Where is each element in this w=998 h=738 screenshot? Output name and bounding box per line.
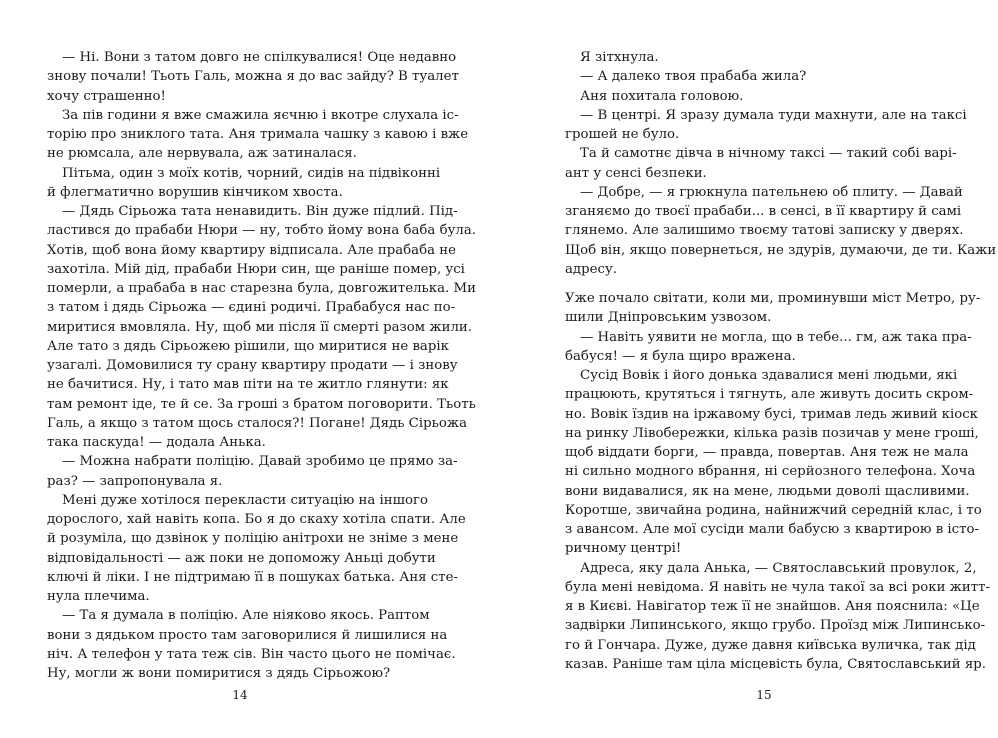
text-line: миритися вмовляла. Ну, щоб ми після її смерті разом жили. <box>47 319 473 335</box>
text-line: не рюмсала, але нервувала, аж затиналася. <box>47 146 357 162</box>
text-line: — Можна набрати поліцію. Давай зробимо це прямо за- <box>62 454 458 470</box>
text-line: ант у сенсі безпеки. <box>565 165 707 181</box>
text-line: там ремонт іде, те й се. За гроші з братом поговорити. Тьоть <box>47 396 476 412</box>
text-line: Та й самотнє дівча в нічному таксі — такий собі варі- <box>580 146 957 162</box>
text-line: Ну, могли ж вони помиритися з дядь Сірьожою? <box>47 666 391 681</box>
text-line: — Дядь Сірьожа тата ненавидить. Він дуже підлий. Під- <box>62 204 458 219</box>
text-line: — Та я думала в поліцію. Але ніяково якось. Раптом <box>62 608 430 624</box>
text-line: знову почали! Тьоть Галь, можна я до вас зайду? В туалет <box>47 69 459 85</box>
text-line: Адреса, яку дала Анька, — Святославський провулок, 2, <box>580 560 977 576</box>
section-gap <box>565 279 964 289</box>
text-line: шили Дніпровським узвозом. <box>565 310 772 326</box>
text-line: Хотів, щоб вона йому квартиру відписала. Але прабаба не <box>47 242 456 258</box>
right-page-text <box>565 48 997 674</box>
text-line: дорослого, хай навіть копа. Бо я до скаху хотіла спати. Але <box>47 512 466 527</box>
text-line: померли, а прабаба в нас старезна була, довгожителька. Ми <box>47 281 476 296</box>
text-line: — В центрі. Я зразу думала туди махнути, але на таксі <box>580 107 967 123</box>
text-line: Пітьма, один з моїх котів, чорний, сидів на підвіконні <box>62 165 441 181</box>
text-line: Я зітхнула. <box>580 50 659 65</box>
text-line: — А далеко твоя прабаба жила? <box>580 69 807 85</box>
left-page-text <box>47 48 477 683</box>
text-line: ні сильно модного вбрання, ні серйозного телефона. Хоча <box>565 464 976 480</box>
text-line: но. Вовік їздив на іржавому бусі, тримав ледь живий кіоск <box>565 406 978 422</box>
text-line: ластився до прабаби Нюри — ну, тобто йому вона баба була. <box>47 223 477 239</box>
text-line: узагалі. Домовилися ту срану квартиру продати — і знову <box>47 358 458 373</box>
text-line: го й Гончара. Дуже, дуже давня київська вуличка, так дід <box>565 637 976 653</box>
text-line: з авансом. Але мої сусіди мали бабусю з квартирою в істо- <box>565 522 979 537</box>
text-line: на ринку Лівобережки, кілька разів позичав у мене гроші, <box>565 425 979 441</box>
text-line: була мені невідома. Я навіть не чула такої за всі роки житт- <box>565 579 990 595</box>
text-line: ключі й ліки. І не підтримаю її в пошуках батька. Аня сте- <box>47 569 458 585</box>
left-page-number: 14 <box>232 688 248 702</box>
text-line: вони видавалися, як на мене, людьми доволі щасливими. <box>565 483 970 499</box>
right-page-number: 15 <box>756 688 772 702</box>
text-line: За пів години я вже смажила яєчню і вкотре слухала іс- <box>62 107 459 123</box>
text-line: грошей не було. <box>565 127 680 142</box>
text-line: Але тато з дядь Сірьожею рішили, що миритися не варік <box>47 338 449 354</box>
text-line: — Ні. Вони з татом довго не спілкувалися! Оце недавно <box>62 50 457 65</box>
text-line: й розуміла, що дзвінок у поліцію анітрохи не зніме з мене <box>47 531 459 547</box>
text-line: Сусід Вовік і його донька здавалися мені людьми, які <box>580 368 958 383</box>
text-line: казав. Раніше там ціла місцевість була, Святославський яр. <box>565 656 986 672</box>
text-line: вони з дядьком просто там заговорилися й лишилися на <box>47 627 448 643</box>
text-line: відповідальності — аж поки не допоможу Аньці добути <box>47 550 436 566</box>
text-line: хочу страшенно! <box>47 88 166 104</box>
right-page <box>499 0 998 738</box>
text-line: зганяємо до твоєї прабаби... в сенсі, в її квартиру й самі <box>565 204 962 219</box>
text-line: ричному центрі! <box>565 541 682 557</box>
text-line: задвірки Липинського, якщо грубо. Проїзд між Липинсько- <box>565 618 986 634</box>
text-line: торію про зниклого тата. Аня тримала чашку з кавою і вже <box>47 127 469 142</box>
text-line: щоб віддати борги, — правда, повертав. Аня теж не мала <box>565 445 969 460</box>
text-line: Уже почало світати, коли ми, проминувши міст Метро, ру- <box>565 291 981 306</box>
text-line: працюють, крутяться і тягнуть, але живуть досить скром- <box>565 387 974 403</box>
text-line: — Навіть уявити не могла, що в тебе... гм, аж така пра- <box>580 329 972 345</box>
text-line: ніч. А телефон у тата теж сів. Він часто цього не помічає. <box>47 646 456 662</box>
text-line: не бачитися. Ну, і тато мав піти на те житло глянути: як <box>47 377 449 393</box>
text-line: така паскуда! — додала Анька. <box>47 435 266 450</box>
text-line: — Добре, — я грюкнула пательнею об плиту. — Давай <box>580 184 963 200</box>
text-line: адресу. <box>565 261 617 277</box>
text-line: Щоб він, якщо повернеться, не здурів, думаючи, де ти. Кажи <box>565 242 997 258</box>
text-line: Мені дуже хотілося перекласти ситуацію на іншого <box>62 492 428 508</box>
text-line: й флегматично ворушив кінчиком хвоста. <box>47 184 343 200</box>
text-line: захотіла. Мій дід, прабаби Нюри син, ще раніше помер, усі <box>47 261 465 277</box>
text-line: глянемо. Але залишимо твоєму татові записку у дверях. <box>565 223 964 239</box>
text-line: я в Києві. Навігатор теж її не знайшов. Аня пояснила: «Це <box>565 599 980 614</box>
text-line: раз? — запропонувала я. <box>47 473 223 489</box>
text-line: нула плечима. <box>47 589 150 604</box>
text-line: Коротше, звичайна родина, найнижчий середній клас, і то <box>565 502 982 518</box>
text-line: Аня похитала головою. <box>580 88 744 104</box>
text-line: бабуся! — я була щиро вражена. <box>565 348 796 364</box>
text-line: з татом і дядь Сірьожа — єдині родичі. Прабабуся нас по- <box>47 300 456 316</box>
text-line: Галь, а якщо з татом щось сталося?! Погане! Дядь Сірьожа <box>47 415 468 431</box>
